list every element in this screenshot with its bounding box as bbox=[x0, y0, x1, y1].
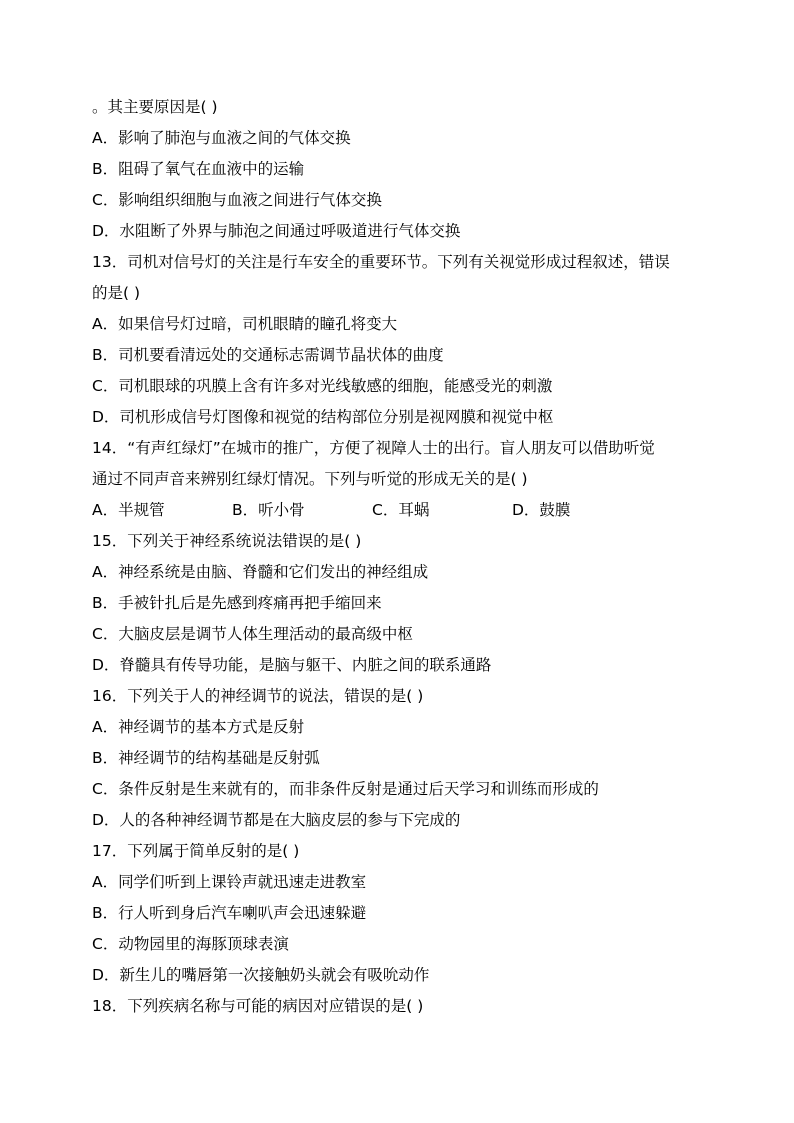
q16-option-a: A．神经调节的基本方式是反射 bbox=[92, 718, 305, 736]
q14-option-a: A．半规管 bbox=[92, 501, 165, 519]
intro-option-c: C．影响组织细胞与血液之间进行气体交换 bbox=[92, 191, 382, 209]
q15-stem: 15．下列关于神经系统说法错误的是( ) bbox=[92, 532, 362, 550]
q14-option-d: D．鼓膜 bbox=[512, 501, 571, 519]
q15-option-a: A．神经系统是由脑、脊髓和它们发出的神经组成 bbox=[92, 563, 429, 581]
q16-option-b: B．神经调节的结构基础是反射弧 bbox=[92, 749, 320, 767]
q14-option-c: C．耳蜗 bbox=[372, 501, 430, 519]
q14-stem-line-2: 通过不同声音来辨别红绿灯情况。下列与听觉的形成无关的是( ) bbox=[92, 470, 528, 488]
q13-option-a: A．如果信号灯过暗，司机眼睛的瞳孔将变大 bbox=[92, 315, 398, 333]
q14-options-row bbox=[92, 495, 712, 526]
intro-line: 。其主要原因是( ) bbox=[92, 98, 218, 116]
q16-option-c: C．条件反射是生来就有的，而非条件反射是通过后天学习和训练而形成的 bbox=[92, 780, 599, 798]
q13-stem-line-1: 13．司机对信号灯的关注是行车安全的重要环节。下列有关视觉形成过程叙述，错误 bbox=[92, 253, 670, 271]
q13-option-c: C．司机眼球的巩膜上含有许多对光线敏感的细胞，能感受光的刺激 bbox=[92, 377, 553, 395]
q15-option-d: D．脊髓具有传导功能，是脑与躯干、内脏之间的联系通路 bbox=[92, 656, 492, 674]
q13-stem-line-2: 的是( ) bbox=[92, 284, 141, 302]
q14-stem-line-1: 14．“有声红绿灯”在城市的推广，方便了视障人士的出行。盲人朋友可以借助听觉 bbox=[92, 439, 655, 457]
q18-stem: 18．下列疾病名称与可能的病因对应错误的是( ) bbox=[92, 997, 424, 1015]
q17-option-b: B．行人听到身后汽车喇叭声会迅速躲避 bbox=[92, 904, 367, 922]
q17-stem: 17．下列属于简单反射的是( ) bbox=[92, 842, 300, 860]
q13-option-d: D．司机形成信号灯图像和视觉的结构部位分别是视网膜和视觉中枢 bbox=[92, 408, 554, 426]
q14-option-b: B．听小骨 bbox=[232, 501, 305, 519]
intro-option-b: B．阻碍了氧气在血液中的运输 bbox=[92, 160, 305, 178]
q15-option-b: B．手被针扎后是先感到疼痛再把手缩回来 bbox=[92, 594, 382, 612]
intro-option-d: D．水阻断了外界与肺泡之间通过呼吸道进行气体交换 bbox=[92, 222, 461, 240]
q15-option-c: C．大脑皮层是调节人体生理活动的最高级中枢 bbox=[92, 625, 413, 643]
question-list bbox=[92, 92, 712, 1022]
q17-option-d: D．新生儿的嘴唇第一次接触奶头就会有吸吮动作 bbox=[92, 966, 430, 984]
q16-stem: 16．下列关于人的神经调节的说法，错误的是( ) bbox=[92, 687, 424, 705]
intro-option-a: A．影响了肺泡与血液之间的气体交换 bbox=[92, 129, 351, 147]
q16-option-d: D．人的各种神经调节都是在大脑皮层的参与下完成的 bbox=[92, 811, 461, 829]
q13-option-b: B．司机要看清远处的交通标志需调节晶状体的曲度 bbox=[92, 346, 444, 364]
q17-option-a: A．同学们听到上课铃声就迅速走进教室 bbox=[92, 873, 367, 891]
q17-option-c: C．动物园里的海豚顶球表演 bbox=[92, 935, 289, 953]
